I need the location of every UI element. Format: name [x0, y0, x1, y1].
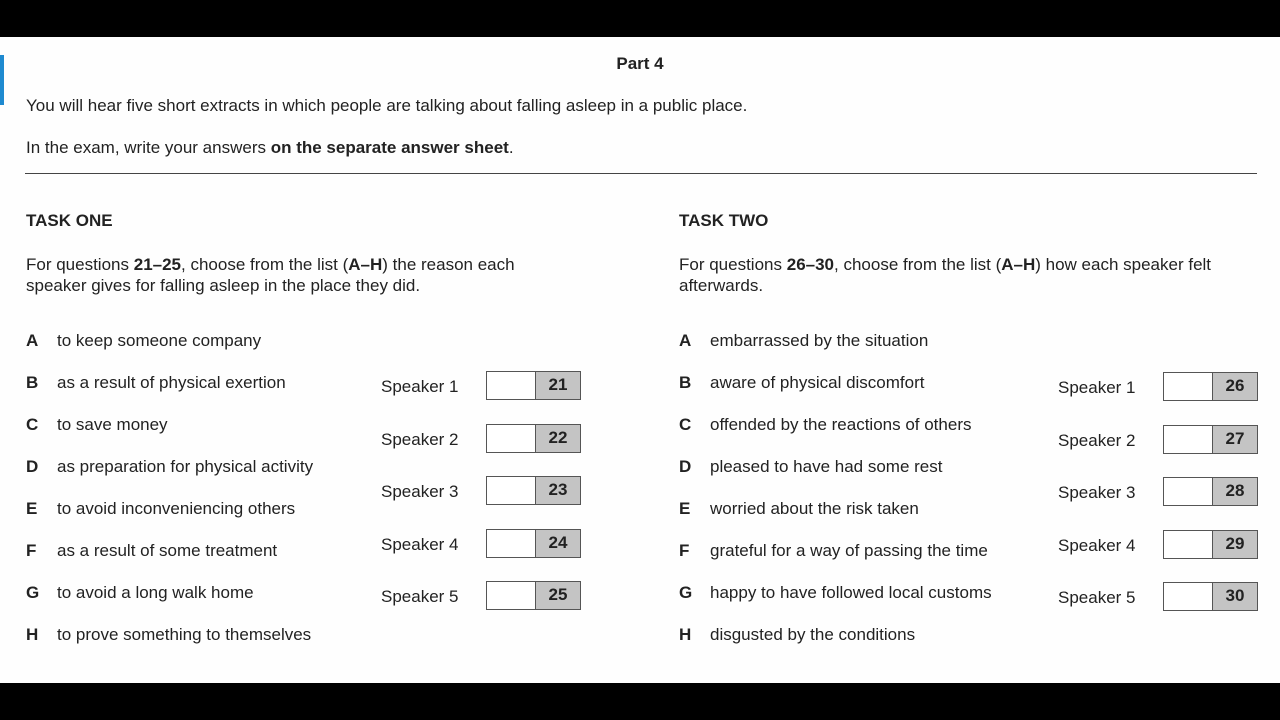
option-letter: F: [26, 541, 37, 560]
speaker-label: Speaker 2: [1058, 430, 1136, 450]
speaker-row: [381, 581, 581, 634]
answer-input[interactable]: [1164, 478, 1213, 505]
option-text: to avoid inconveniencing others: [57, 499, 296, 518]
task-one-option: [26, 331, 313, 373]
part-title: Part 4: [616, 54, 664, 73]
task-two-option: [679, 373, 992, 415]
answer-box[interactable]: [486, 529, 581, 558]
task-two-option: [679, 457, 992, 499]
task-one-option: [26, 583, 313, 625]
option-letter: B: [26, 373, 39, 392]
answer-input[interactable]: [487, 582, 536, 609]
option-letter: B: [679, 373, 692, 392]
speaker-label: Speaker 1: [1058, 378, 1136, 397]
speaker-row: [1058, 530, 1258, 583]
answer-box[interactable]: [486, 581, 581, 610]
task-one-option: [26, 541, 313, 583]
option-letter: D: [26, 457, 39, 476]
answer-input[interactable]: [487, 477, 536, 504]
question-number: 29: [1213, 531, 1257, 558]
task-two-instr-c: ) how each speaker felt afterwards.: [679, 255, 1212, 295]
question-number: 27: [1213, 426, 1257, 453]
option-letter: E: [26, 499, 38, 518]
option-letter: C: [26, 415, 39, 434]
speaker-label: Speaker 3: [1058, 483, 1136, 502]
answer-input[interactable]: [487, 372, 536, 399]
task-one-option: [26, 457, 313, 499]
task-two-letter-range: A–H: [1001, 255, 1036, 274]
speaker-row: [381, 371, 581, 424]
option-text: disgusted by the conditions: [710, 625, 916, 644]
speaker-label: Speaker 1: [381, 377, 459, 396]
intro-line-2-suffix: .: [508, 138, 514, 157]
speaker-label: Speaker 5: [381, 587, 459, 606]
question-number: 26: [1213, 373, 1257, 400]
task-one-option: [26, 373, 313, 415]
answer-box[interactable]: [1163, 372, 1258, 401]
option-text: to prove something to themselves: [57, 625, 312, 644]
answer-input[interactable]: [1164, 373, 1213, 400]
intro-line-2: [26, 138, 514, 158]
speaker-label: Speaker 3: [381, 482, 459, 501]
speaker-row: [381, 424, 581, 477]
option-text: aware of physical discomfort: [710, 373, 925, 392]
speaker-row: [1058, 582, 1258, 635]
speaker-label: Speaker 4: [1058, 535, 1136, 555]
task-two-option: [679, 499, 992, 541]
answer-input[interactable]: [1164, 531, 1213, 558]
option-text: embarrassed by the situation: [710, 331, 929, 350]
answer-input[interactable]: [1164, 583, 1213, 610]
option-text: as a result of some treatment: [57, 541, 278, 560]
option-text: to keep someone company: [57, 331, 262, 350]
option-letter: G: [679, 583, 693, 602]
option-letter: E: [679, 499, 691, 518]
exam-page: [0, 37, 1280, 683]
task-one-option: [26, 415, 313, 457]
speaker-row: [381, 476, 581, 529]
task-two-instructions: [679, 254, 1239, 296]
option-letter: D: [679, 457, 692, 476]
task-two-instr-b: , choose from the list (: [834, 255, 1002, 274]
answer-box[interactable]: [1163, 477, 1258, 506]
divider-rule: [25, 173, 1257, 174]
task-one-speakers: [381, 371, 581, 634]
question-number: 21: [536, 372, 580, 399]
speaker-label: Speaker 4: [381, 534, 459, 554]
question-number: 30: [1213, 583, 1257, 610]
task-one-option: [26, 625, 313, 667]
task-two-question-range: 26–30: [786, 255, 835, 274]
option-text: pleased to have had some rest: [710, 457, 943, 476]
option-text: grateful for a way of passing the time: [710, 541, 988, 560]
task-two-option: [679, 331, 992, 373]
task-two-option: [679, 415, 992, 457]
option-text: happy to have followed local customs: [710, 583, 992, 602]
task-one-question-range: 21–25: [133, 255, 182, 274]
question-number: 24: [536, 530, 580, 557]
question-number: 23: [536, 477, 580, 504]
task-one-instr-b: , choose from the list (: [181, 255, 349, 274]
task-one-options: [26, 331, 313, 667]
speaker-row: [1058, 372, 1258, 425]
option-letter: G: [26, 583, 40, 602]
answer-box[interactable]: [1163, 530, 1258, 559]
option-text: to avoid a long walk home: [57, 583, 254, 602]
speaker-row: [381, 529, 581, 582]
task-one-instr-c: ) the reason each speaker gives for falling asleep in the place they did.: [26, 255, 515, 295]
task-two-option: [679, 583, 992, 625]
answer-input[interactable]: [487, 425, 536, 452]
answer-box[interactable]: [1163, 425, 1258, 454]
question-number: 22: [536, 425, 580, 452]
intro-line-1: You will hear five short extracts in which people are talking about falling asleep in a public place.: [26, 96, 748, 115]
speaker-label: Speaker 5: [1058, 588, 1136, 607]
answer-box[interactable]: [486, 424, 581, 453]
option-text: offended by the reactions of others: [710, 415, 972, 434]
speaker-row: [1058, 477, 1258, 530]
option-text: worried about the risk taken: [710, 499, 919, 518]
option-letter: C: [679, 415, 692, 434]
intro-line-2-text: In the exam, write your answers: [26, 138, 271, 157]
answer-box[interactable]: [486, 476, 581, 505]
question-number: 25: [536, 582, 580, 609]
answer-box[interactable]: [1163, 582, 1258, 611]
task-one-title: TASK ONE: [26, 211, 113, 230]
option-text: to save money: [57, 415, 168, 434]
answer-box[interactable]: [486, 371, 581, 400]
task-one-letter-range: A–H: [348, 255, 383, 274]
option-letter: F: [679, 541, 690, 560]
task-two-speakers: [1058, 372, 1258, 635]
task-one-instructions: [26, 254, 571, 296]
question-number: 28: [1213, 478, 1257, 505]
speaker-row: [1058, 425, 1258, 478]
answer-input[interactable]: [487, 530, 536, 557]
option-text: as a result of physical exertion: [57, 373, 286, 392]
option-letter: A: [679, 331, 692, 350]
task-two-option: [679, 625, 992, 667]
speaker-label: Speaker 2: [381, 429, 459, 449]
task-one-instr-a: For questions: [26, 255, 134, 274]
task-one-option: [26, 499, 313, 541]
answer-input[interactable]: [1164, 426, 1213, 453]
option-letter: H: [26, 625, 39, 644]
task-two-option: [679, 541, 992, 583]
option-text: as preparation for physical activity: [57, 457, 314, 476]
task-two-instr-a: For questions: [679, 255, 787, 274]
option-letter: A: [26, 331, 39, 350]
task-two-options: [679, 331, 992, 667]
task-two-title: TASK TWO: [679, 211, 769, 230]
option-letter: H: [679, 625, 692, 644]
intro-line-2-bold: on the separate answer sheet: [270, 138, 509, 157]
